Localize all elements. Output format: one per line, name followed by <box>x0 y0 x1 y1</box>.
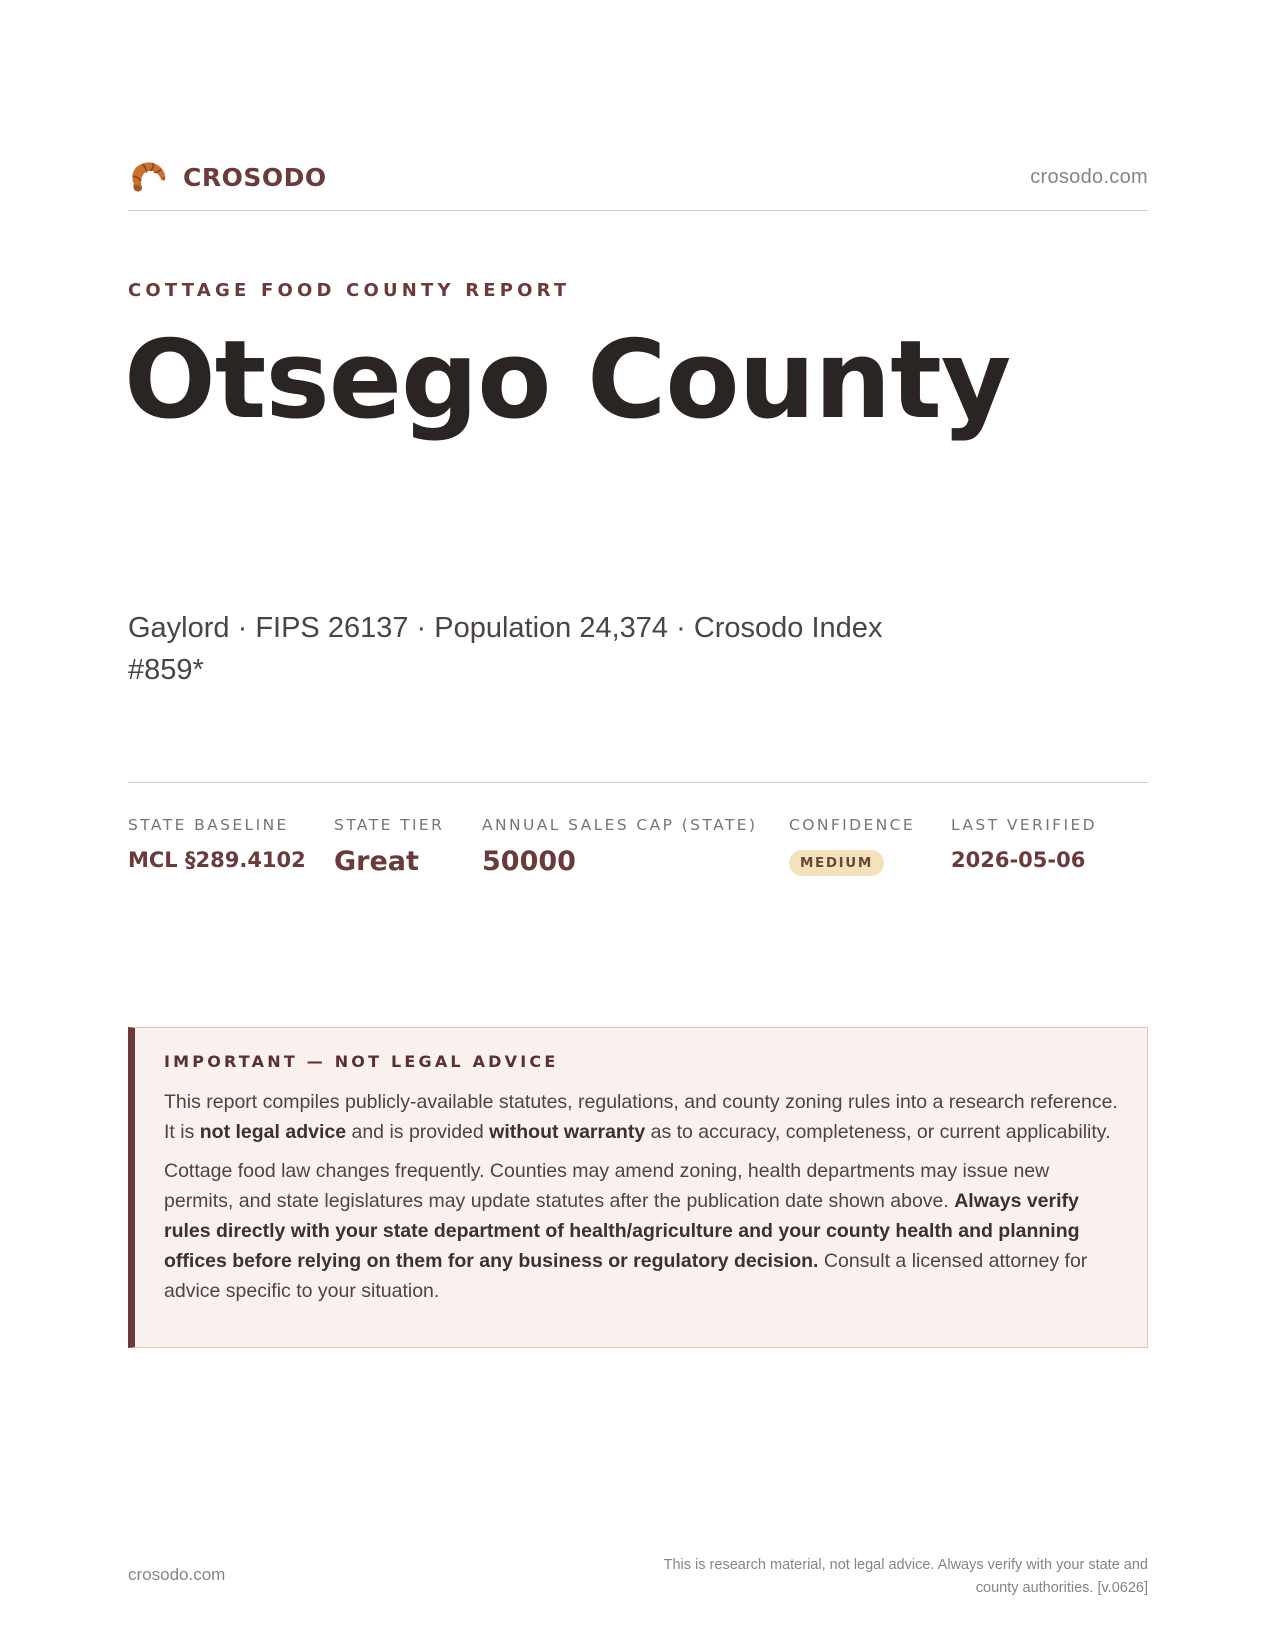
stat-state-tier <box>334 816 444 877</box>
stat-value: 50000 <box>482 846 576 877</box>
stat-last-verified <box>951 816 1097 872</box>
footer-disclaimer: This is research material, not legal advice. Always verify with your state and county authorities. [v.0626] <box>663 1557 1148 1596</box>
stat-label: STATE BASELINE <box>128 816 289 834</box>
footer-site[interactable]: crosodo.com <box>128 1565 226 1584</box>
stat-label: CONFIDENCE <box>789 816 916 834</box>
stat-label: STATE TIER <box>334 816 445 834</box>
report-type: COTTAGE FOOD COUNTY REPORT <box>128 280 571 301</box>
stat-label: LAST VERIFIED <box>951 816 1097 834</box>
site-link[interactable]: crosodo.com <box>1030 166 1148 188</box>
page-title: Otsego County <box>124 318 1011 443</box>
stat-value: 2026-05-06 <box>951 848 1086 872</box>
notice-title: IMPORTANT — NOT LEGAL ADVICE <box>164 1052 559 1071</box>
county-subtitle: Gaylord · FIPS 26137 · Population 24,374 · Crosodo Index #859* <box>128 612 883 686</box>
divider <box>128 782 1148 783</box>
notice-paragraph-1: This report compiles publicly-available statutes, regulations, and county zoning rules into a research reference. It is not legal advice and is provided without warranty as to accuracy, completeness, or current applicability. <box>164 1091 1118 1143</box>
stat-sales-cap <box>482 816 757 877</box>
legal-notice <box>128 1027 1148 1348</box>
header-bar <box>128 158 1148 211</box>
stat-label: ANNUAL SALES CAP (STATE) <box>482 816 758 834</box>
notice-paragraph-2: Cottage food law changes frequently. Counties may amend zoning, health departments may issue new permits, and state legislatures may update statutes after the publication date shown above. Always verify rules directly with your state department of health/agriculture and your county health and planning offices before relying on them for any business or regulatory decision. Consult a licensed attorney for advice specific to your situation. <box>164 1160 1088 1302</box>
stat-value: Great <box>334 846 419 877</box>
brand[interactable] <box>128 158 327 196</box>
confidence-badge: MEDIUM <box>789 850 884 876</box>
brand-name: CROSODO <box>183 162 327 192</box>
stat-state-baseline <box>128 816 306 872</box>
stat-value: MCL §289.4102 <box>128 848 306 872</box>
report-page <box>124 0 1148 1650</box>
croissant-icon <box>128 158 168 196</box>
stat-confidence <box>789 816 915 876</box>
